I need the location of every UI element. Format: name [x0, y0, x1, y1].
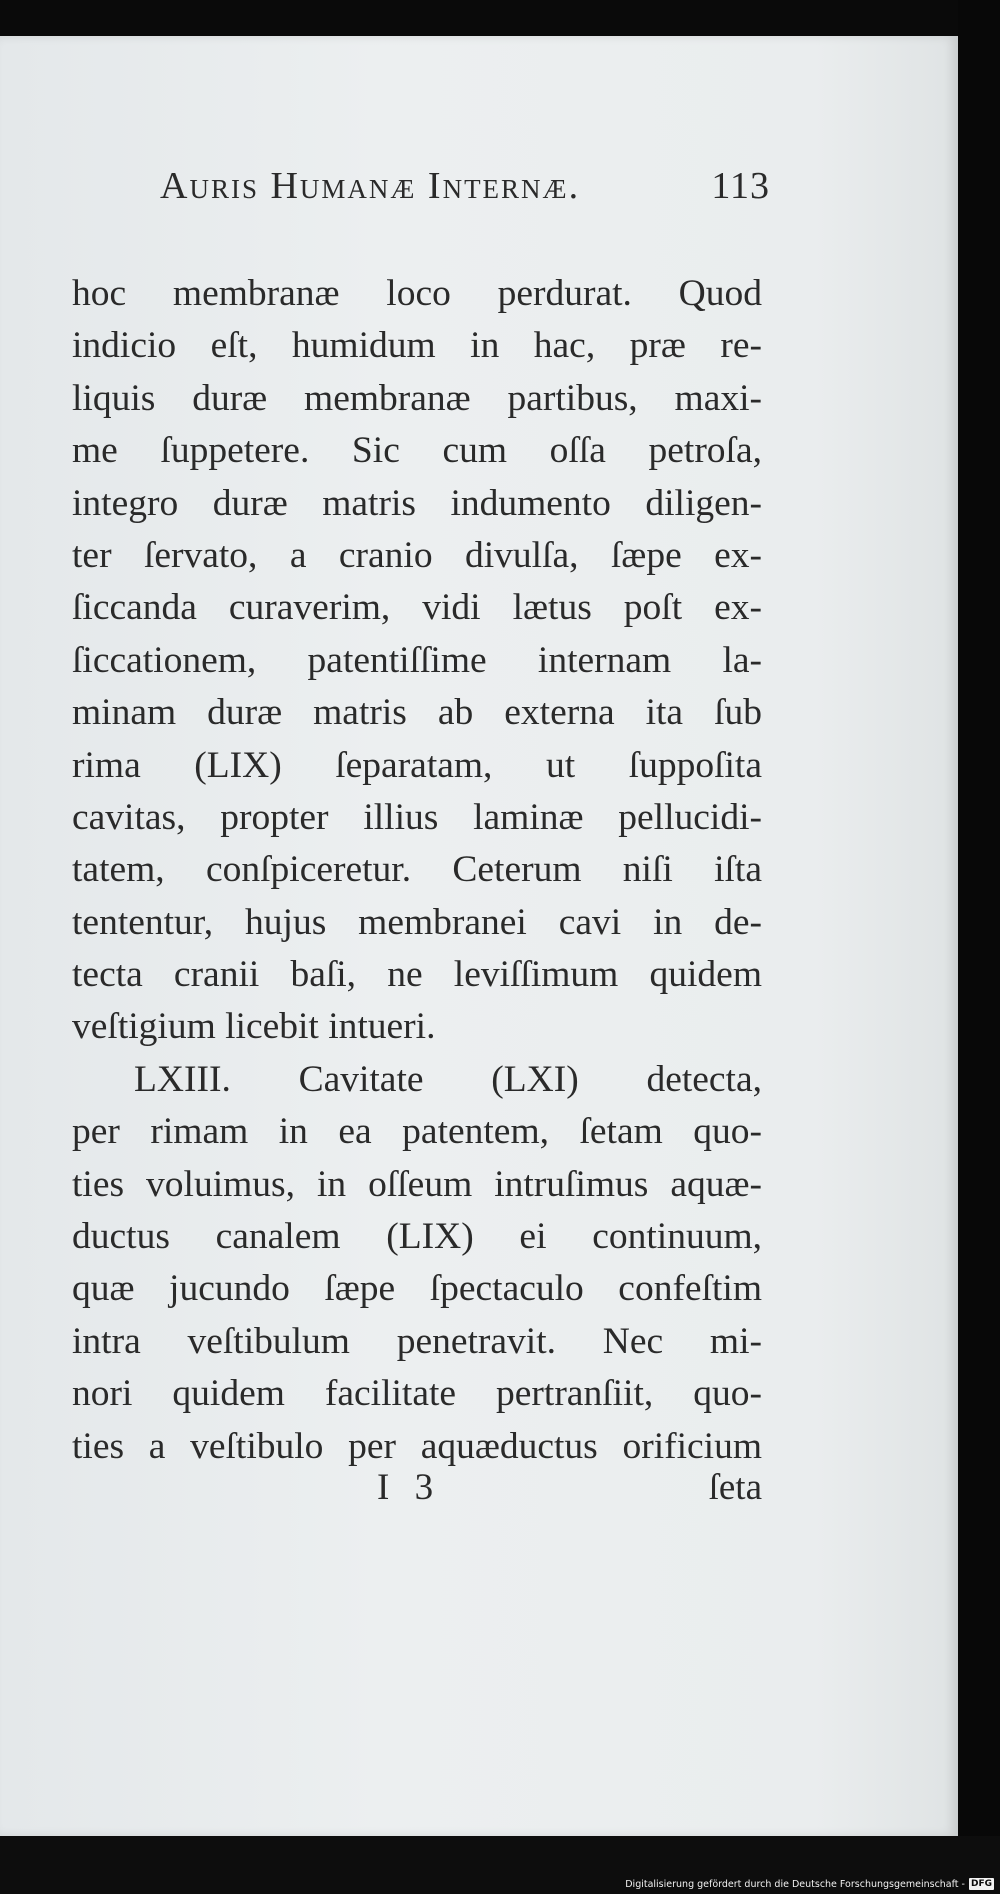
- text-line: me ſuppetere. Sic cum oſſa petroſa,: [72, 430, 762, 472]
- catchword: ſeta: [708, 1467, 762, 1508]
- page-number: 113: [711, 165, 770, 207]
- text-line: ductus canalem (LIX) ei continuum,: [72, 1216, 762, 1258]
- scan-top-edge: [0, 0, 1000, 36]
- text-line: ter ſervato, a cranio divulſa, ſæpe ex-: [72, 534, 762, 576]
- text-line: veſtigium licebit intueri.: [72, 1006, 436, 1048]
- text-line: ſiccationem, patentiſſime internam la-: [72, 639, 762, 681]
- text-line: indicio eſt, humidum in hac, præ re-: [72, 325, 762, 367]
- scan-right-edge: [958, 0, 1000, 1894]
- text-line: ties a veſtibulo per aquæductus orificium: [72, 1425, 762, 1467]
- credit-text: Digitalisierung gefördert durch die Deutsche Forschungsgemeinschaft -: [625, 1878, 965, 1890]
- text-line: minam duræ matris ab externa ita ſub: [72, 692, 762, 734]
- digitization-credit: [625, 1876, 994, 1892]
- dfg-logo: DFG: [970, 1879, 992, 1889]
- body-text: [72, 268, 762, 1473]
- text-line: nori quidem facilitate pertranſiit, quo-: [72, 1373, 762, 1415]
- page-footer: [72, 1466, 762, 1526]
- text-line: ſiccanda curaverim, vidi lætus poſt ex-: [72, 587, 762, 629]
- text-line: integro duræ matris indumento diligen-: [72, 482, 762, 524]
- text-line: tecta cranii baſi, ne leviſſimum quidem: [72, 954, 762, 996]
- running-title: Auris Humanæ Internæ.: [160, 165, 581, 207]
- text-line: liquis duræ membranæ partibus, maxi-: [72, 377, 762, 419]
- text-line: quæ jucundo ſæpe ſpectaculo confeſtim: [72, 1268, 762, 1310]
- section-heading-line: LXIII. Cavitate (LXI) detecta,: [134, 1058, 762, 1100]
- text-line: hoc membranæ loco perdurat. Quod: [72, 273, 762, 314]
- text-line: tatem, conſpiceretur. Ceterum niſi iſta: [72, 849, 762, 891]
- text-line: ties voluimus, in oſſeum intruſimus aquæ-: [72, 1163, 762, 1205]
- text-line: cavitas, propter illius laminæ pellucidi-: [72, 796, 762, 838]
- running-head: [160, 164, 770, 234]
- signature-mark: I 3: [377, 1467, 442, 1508]
- text-line: per rimam in ea patentem, ſetam quo-: [72, 1111, 762, 1153]
- text-line: rima (LIX) ſeparatam, ut ſuppoſita: [72, 744, 762, 786]
- book-page: [0, 36, 958, 1836]
- text-line: tententur, hujus membranei cavi in de-: [72, 901, 762, 943]
- text-line: intra veſtibulum penetravit. Nec mi-: [72, 1320, 762, 1362]
